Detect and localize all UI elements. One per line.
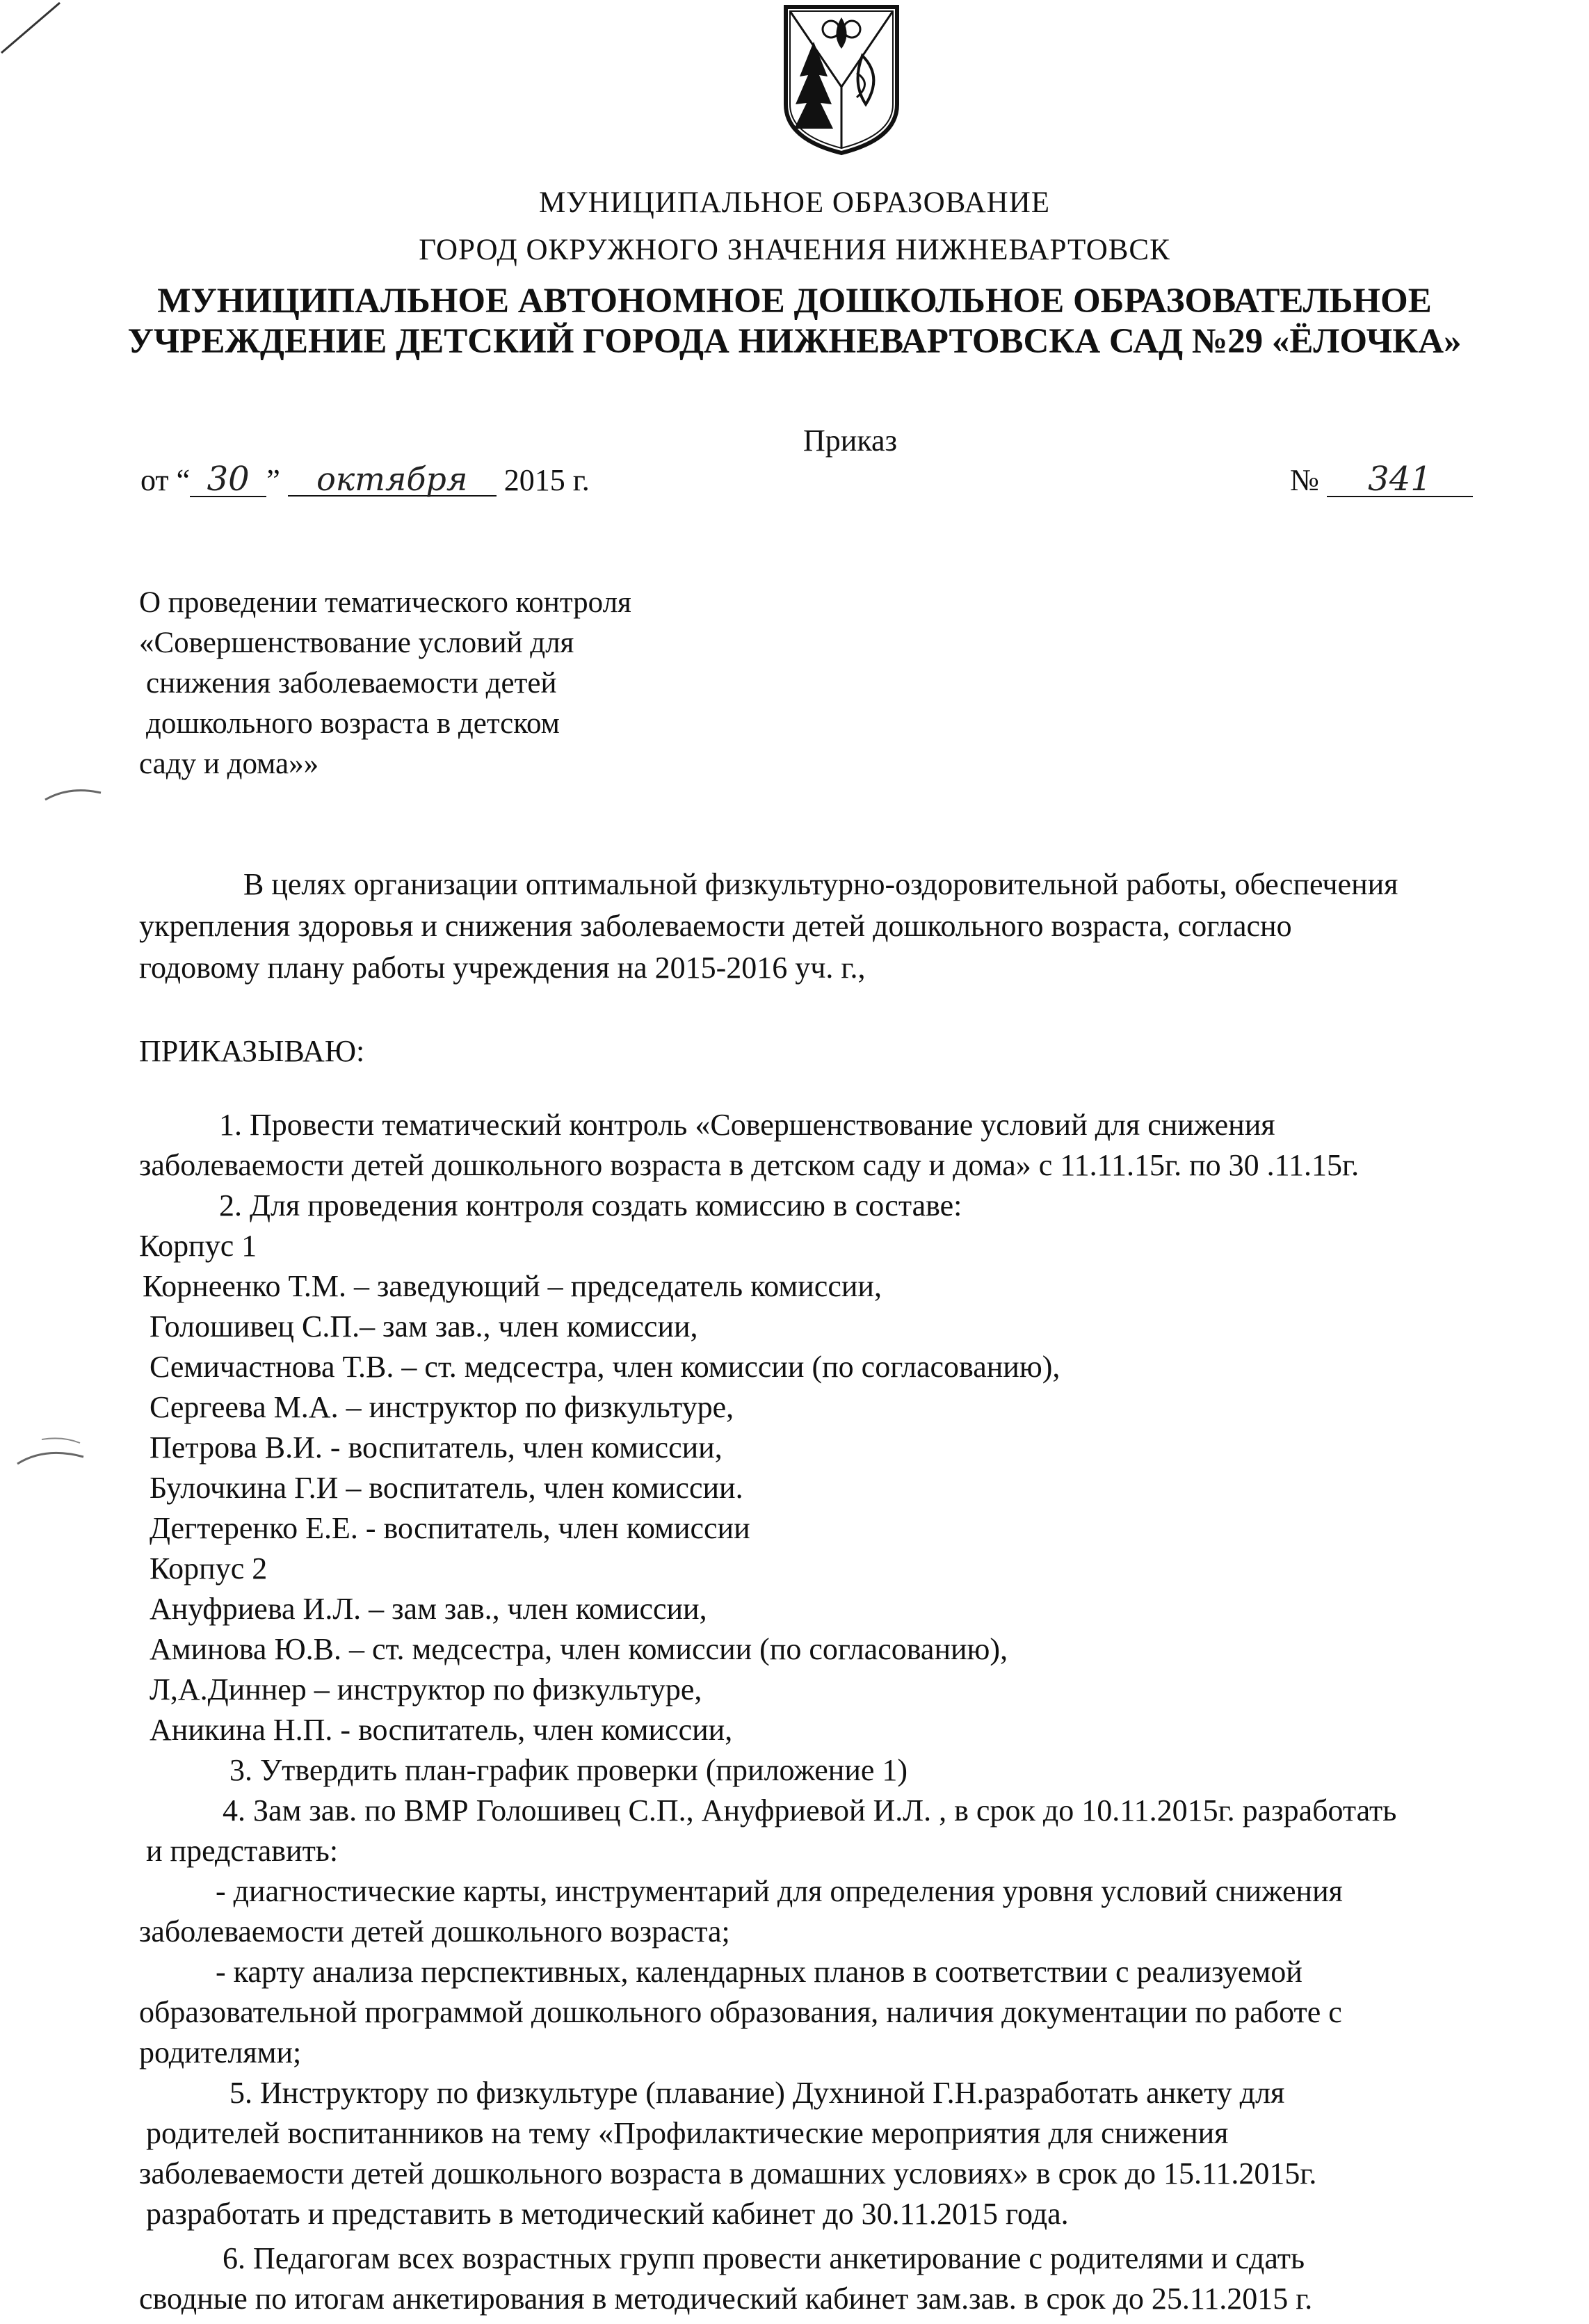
commission-member: Аминова Ю.В. – ст. медсестра, член комиссии (по согласованию), (150, 1632, 1008, 1666)
subject-line: саду и дома»» (139, 748, 319, 780)
subject-line: снижения заболеваемости детей (146, 667, 557, 700)
city-title: ГОРОД ОКРУЖНОГО ЗНАЧЕНИЯ НИЖНЕВАРТОВСК (419, 234, 1170, 266)
body-line-item-3: 3. Утвердить план-график проверки (приложение 1) (229, 1753, 908, 1787)
order-title: Приказ (803, 423, 897, 458)
body-line-item-2: 2. Для проведения контроля создать комиссию в составе: (219, 1188, 962, 1222)
commission-member: Сергеева М.А. – инструктор по физкультуре, (150, 1390, 734, 1424)
body-line-item-6: 6. Педагогам всех возрастных групп провести анкетирование с родителями и сдать (223, 2241, 1305, 2275)
preamble (139, 869, 1572, 994)
commission-member: Корнеенко Т.М. – заведующий – председатель комиссии, (143, 1269, 882, 1303)
body-line: сводные по итогам анкетирования в методический кабинет зам.зав. в срок до 25.11.2015 г. (139, 2282, 1313, 2316)
body-line: - карту анализа перспективных, календарных планов в соответствии с реализуемой (216, 1955, 1302, 1989)
institution-title-line2: УЧРЕЖДЕНИЕ ДЕТСКИЙ ГОРОДА НИЖНЕВАРТОВСКА САД №29 «ЁЛОЧКА» (127, 322, 1462, 361)
institution-title-line1: МУНИЦИПАЛЬНОЕ АВТОНОМНОЕ ДОШКОЛЬНОЕ ОБРАЗОВАТЕЛЬНОЕ (157, 282, 1432, 321)
body-line: родителями; (139, 2035, 302, 2069)
commission-member: Л,А.Диннер – инструктор по физкультуре, (150, 1672, 702, 1706)
date-prefix: от (140, 463, 169, 497)
preamble-line: годовому плану работы учреждения на 2015-2016 уч. г., (139, 951, 866, 985)
preamble-line: укрепления здоровья и снижения заболеваемости детей дошкольного возраста, согласно (139, 909, 1292, 943)
body-line: и представить: (146, 1834, 339, 1868)
municipality-title: МУНИЦИПАЛЬНОЕ ОБРАЗОВАНИЕ (538, 186, 1051, 219)
scan-mark-left-2 (14, 1433, 90, 1474)
body-line-building-2: Корпус 2 (150, 1551, 268, 1585)
order-number (1290, 462, 1473, 497)
body-line-item-1: 1. Провести тематический контроль «Совершенствование условий для снижения (219, 1108, 1275, 1142)
subject-line: дошкольного возраста в детском (146, 707, 560, 740)
scan-mark-top-left (0, 0, 63, 56)
subject-line: О проведении тематического контроля (139, 586, 631, 619)
commission-member: Булочкина Г.И – воспитатель, член комиссии. (150, 1471, 743, 1505)
body-line: - диагностические карты, инструментарий для определения уровня условий снижения (216, 1874, 1343, 1908)
body-line: образовательной программой дошкольного образования, наличия документации по работе с (139, 1995, 1342, 2029)
subject-block (139, 588, 709, 789)
body-line: заболеваемости детей дошкольного возраста в детском саду и дома» с 11.11.15г. по 30 .11.15г. (139, 1148, 1360, 1182)
order-body (139, 1110, 1575, 2324)
order-date (140, 462, 590, 497)
commission-member: Петрова В.И. - воспитатель, член комиссии, (150, 1430, 723, 1464)
coat-of-arms-emblem (779, 0, 904, 156)
commission-member: Ануфриева И.Л. – зам зав., член комиссии, (150, 1592, 707, 1626)
date-day-field: “ 30 ” (176, 460, 280, 499)
preamble-line: В целях организации оптимальной физкультурно-оздоровительной работы, обеспечения (243, 867, 1398, 901)
body-line-item-4: 4. Зам зав. по ВМР Голошивец С.П., Ануфриевой И.Л. , в срок до 10.11.2015г. разработать (223, 1793, 1397, 1827)
commission-member: Аникина Н.П. - воспитатель, член комиссии, (150, 1713, 733, 1747)
subject-line: «Совершенствование условий для (139, 627, 574, 659)
body-line-item-5: 5. Инструктору по физкультуре (плавание) Духниной Г.Н.разработать анкету для (229, 2076, 1285, 2110)
body-line: родителей воспитанников на тему «Профилактические мероприятия для снижения (146, 2116, 1229, 2150)
body-line: заболеваемости детей дошкольного возраста; (139, 1914, 730, 1948)
date-year: 2015 г. (503, 463, 590, 497)
date-day-handwritten: 30 (190, 462, 266, 497)
commission-member: Дегтеренко Е.Е. - воспитатель, член комиссии (150, 1511, 750, 1545)
body-line: заболеваемости детей дошкольного возраста в домашних условиях» в срок до 15.11.2015г. (139, 2156, 1317, 2190)
date-month-handwritten: октября (288, 463, 497, 497)
commission-member: Семичастнова Т.В. – ст. медсестра, член комиссии (по согласованию), (150, 1350, 1060, 1384)
number-handwritten: 341 (1327, 462, 1473, 497)
body-line-building-1: Корпус 1 (139, 1229, 257, 1263)
body-line: разработать и представить в методический кабинет до 30.11.2015 года. (146, 2197, 1069, 2231)
commission-member: Голошивец С.П.– зам зав., член комиссии, (150, 1309, 698, 1343)
number-label: № (1290, 463, 1319, 497)
directive-heading: ПРИКАЗЫВАЮ: (139, 1034, 365, 1068)
scan-mark-left-1 (42, 779, 104, 807)
